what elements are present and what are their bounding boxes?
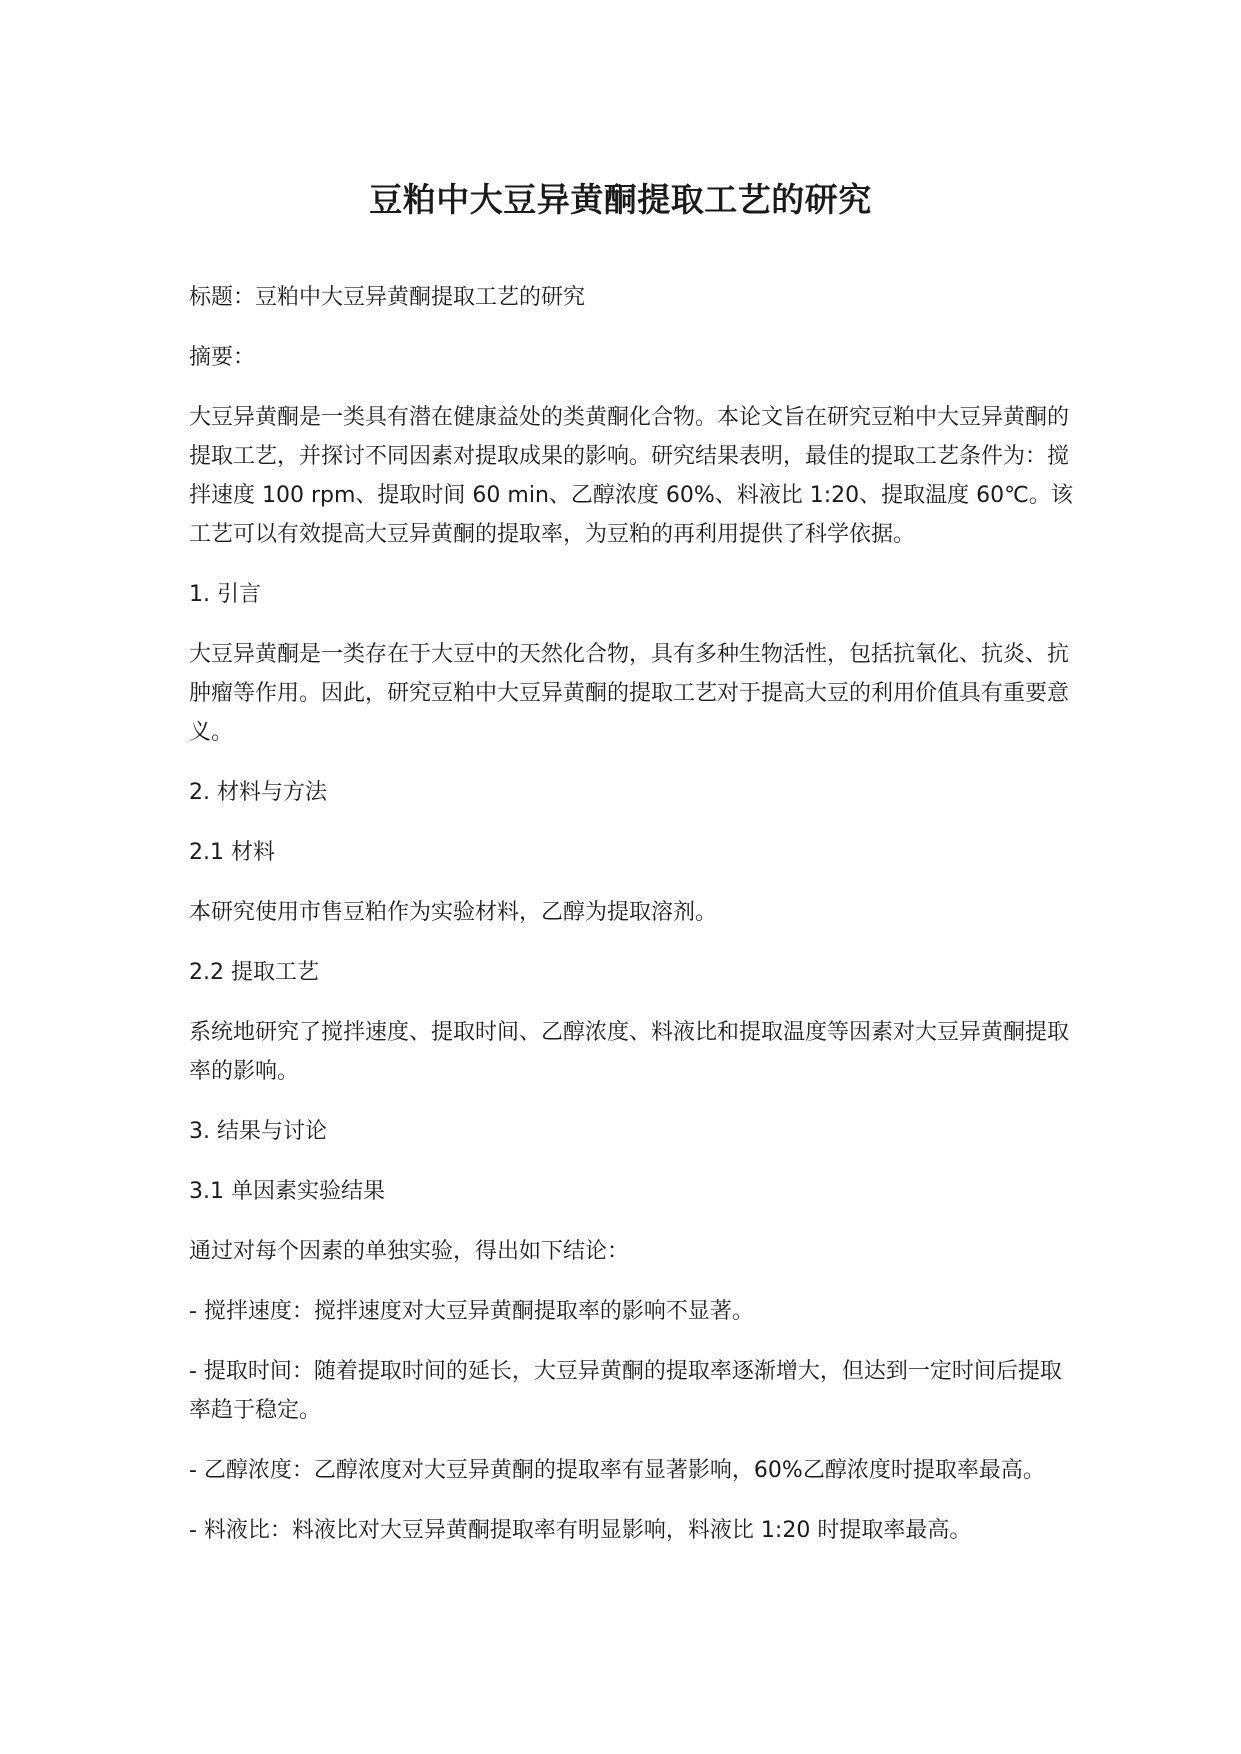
extraction-text: 系统地研究了搅拌速度、提取时间、乙醇浓度、料液比和提取温度等因素对大豆异黄酮提取率的影响。 [189, 1020, 1070, 1084]
document-body [189, 278, 1074, 1571]
subsection-heading-materials: 2.1 材料 [189, 840, 275, 865]
list-item: - 搅拌速度：搅拌速度对大豆异黄酮提取率的影响不显著。 [189, 1299, 754, 1324]
list-item: - 乙醇浓度：乙醇浓度对大豆异黄酮的提取率有显著影响，60%乙醇浓度时提取率最高。 [189, 1458, 1045, 1483]
abstract-heading: 摘要： [189, 345, 256, 370]
introduction-text: 大豆异黄酮是一类存在于大豆中的天然化合物，具有多种生物活性，包括抗氧化、抗炎、抗肿瘤等作用。因此，研究豆粕中大豆异黄酮的提取工艺对于提高大豆的利用价值具有重要意义。 [189, 642, 1070, 745]
materials-text: 本研究使用市售豆粕作为实验材料，乙醇为提取溶剂。 [189, 900, 718, 925]
document-title: 豆粕中大豆异黄酮提取工艺的研究 [369, 180, 872, 219]
results-intro-text: 通过对每个因素的单独实验，得出如下结论： [189, 1239, 630, 1264]
section-heading-results: 3. 结果与讨论 [189, 1119, 327, 1144]
subsection-heading-single-factor: 3.1 单因素实验结果 [189, 1179, 385, 1204]
abstract-text: 大豆异黄酮是一类具有潜在健康益处的类黄酮化合物。本论文旨在研究豆粕中大豆异黄酮的提取工艺，并探讨不同因素对提取成果的影响。研究结果表明，最佳的提取工艺条件为：搅拌速度 100 rpm、提取时间 60 min、乙醇浓度 60%、料液比 1:20、提取温度 60℃。该工艺可以有效提高大豆异黄酮的提取率，为豆粕的再利用提供了科学依据。 [189, 405, 1073, 547]
title-line: 标题：豆粕中大豆异黄酮提取工艺的研究 [189, 285, 586, 310]
section-heading-materials-methods: 2. 材料与方法 [189, 780, 327, 805]
subsection-heading-extraction: 2.2 提取工艺 [189, 960, 319, 985]
section-heading-introduction: 1. 引言 [189, 582, 261, 607]
list-item: - 料液比：料液比对大豆异黄酮提取率有明显影响，料液比 1:20 时提取率最高。 [189, 1518, 972, 1543]
list-item: - 提取时间：随着提取时间的延长，大豆异黄酮的提取率逐渐增大，但达到一定时间后提取率趋于稳定。 [189, 1359, 1062, 1423]
